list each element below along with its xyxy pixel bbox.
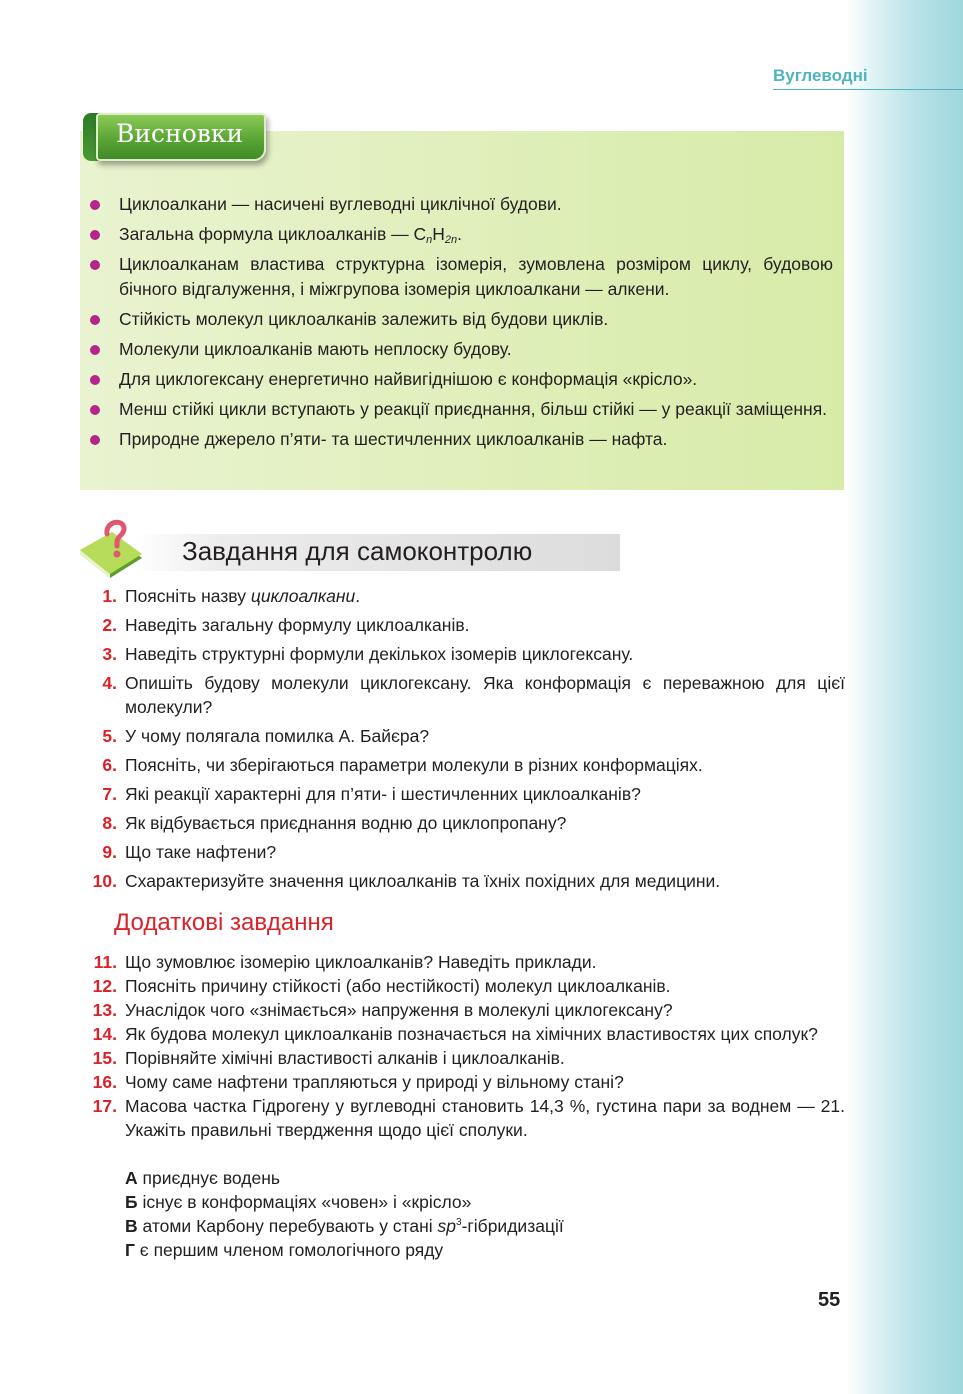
bullet-icon (90, 260, 100, 270)
list-item: Для циклогексану енергетично найвигіднішою є конформація «крісло». (88, 367, 833, 392)
list-item: Циклоалканам властива структурна ізомерія, зумовлена розміром циклу, будовою бічного відгалуження, і міжгрупова ізомерія циклоалкани — алкени. (88, 252, 833, 302)
task-item: 7. Які реакції характерні для п’яти- і шестичленних циклоалканів? (102, 784, 641, 804)
bullet-icon (90, 435, 100, 445)
additional-title: Додаткові завдання (114, 909, 334, 936)
answer-option: Б існує в конформаціях «човен» і «крісло» (125, 1192, 472, 1212)
task-item: 2. Наведіть загальну формулу циклоалканів. (102, 615, 470, 635)
bullet-icon (90, 375, 100, 385)
task-item: 3. Наведіть структурні формули декількох ізомерів циклогексану. (102, 644, 634, 664)
task-item: 13. Унаслідок чого «знімається» напруження в молекулі циклогексану? (92, 1000, 673, 1020)
section-header: Вуглеводні (773, 66, 868, 85)
answer-option: А приєднує водень (125, 1168, 281, 1188)
task-item: 4. Опишіть будову молекули циклогексану. Яка конформація є переважною для цієї молекули? (102, 673, 845, 717)
self-control-tasks (88, 584, 845, 898)
list-item: Природне джерело п’яти- та шестичленних циклоалканів — нафта. (88, 427, 833, 452)
task-item: 12. Поясніть причину стійкості (або нестійкості) молекул циклоалканів. (92, 976, 671, 996)
decorative-side-strip (846, 0, 963, 1394)
task-item: 16. Чому саме нафтени трапляються у природі у вільному стані? (92, 1072, 624, 1092)
conclusions-list (88, 192, 833, 457)
bullet-icon (90, 200, 100, 210)
bullet-icon (90, 405, 100, 415)
question-book-icon (78, 514, 144, 580)
answer-option: В атоми Карбону перебувають у стані $sp^3$-гібридизації (125, 1216, 564, 1236)
bullet-icon (90, 345, 100, 355)
task-item: 14. Як будова молекул циклоалканів позначається на хімічних властивостях цих сполук? (92, 1024, 818, 1044)
task-item: 8. Як відбувається приєднання водню до циклопропану? (102, 813, 567, 833)
list-item: Загальна формула циклоалканів — $C_nH_{2n}$. (88, 222, 833, 247)
task-item: 1. Поясніть назву циклоалкани. (102, 586, 361, 606)
conclusions-title: Висновки (116, 119, 244, 148)
task-item: 11. Що зумовлює ізомерію циклоалканів? Наведіть приклади. (93, 952, 597, 972)
header-underline (773, 89, 963, 90)
task-item: 17. Масова частка Гідрогену у вуглеводні становить 14,3 %, густина пари за воднем — 21. Укажіть правильні твердження щодо цієї сполуки. (92, 1096, 845, 1140)
task-item: 10. Схарактеризуйте значення циклоалканів та їхніх похідних для медицини. (92, 871, 721, 891)
bullet-icon (90, 315, 100, 325)
list-item: Менш стійкі цикли вступають у реакції приєднання, більш стійкі — у реакції заміщення. (88, 397, 833, 422)
page-number: 55 (818, 1289, 841, 1311)
answer-options (125, 1166, 564, 1262)
list-item: Стійкість молекул циклоалканів залежить від будови циклів. (88, 307, 833, 332)
task-item: 9. Що таке нафтени? (102, 842, 277, 862)
task-item: 15. Порівняйте хімічні властивості алканів і циклоалканів. (92, 1048, 565, 1068)
additional-tasks (88, 950, 845, 1142)
task-item: 5. У чому полягала помилка А. Байєра? (102, 726, 430, 746)
self-control-title: Завдання для самоконтролю (182, 536, 533, 566)
bullet-icon (90, 230, 100, 240)
answer-option: Г є першим членом гомологічного ряду (125, 1240, 444, 1260)
list-item: Молекули циклоалканів мають неплоску будову. (88, 337, 833, 362)
task-item: 6. Поясніть, чи зберігаються параметри молекули в різних конформаціях. (102, 755, 703, 775)
list-item: Циклоалкани — насичені вуглеводні циклічної будови. (88, 192, 833, 217)
